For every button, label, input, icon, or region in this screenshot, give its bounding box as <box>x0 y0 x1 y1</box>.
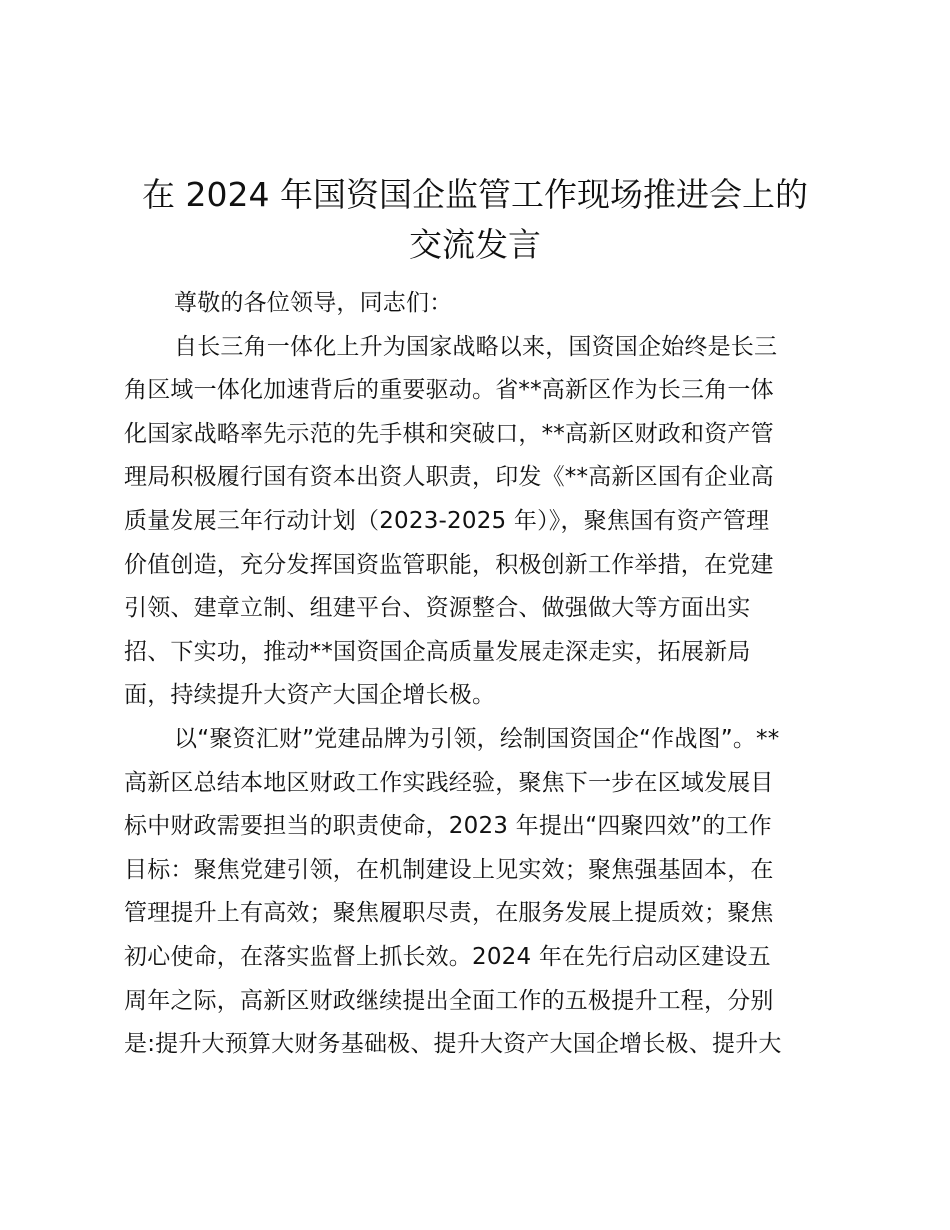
body-paragraph-2: 以“聚资汇财”党建品牌为引领，绘制国资国企“作战图”。** 高新区总结本地区财政工作实践经验，聚焦下一步在区域发展目 标中财政需要担当的职责使命，2023 年提出“四聚四效”的工作 目标：聚焦党建引领，在机制建设上见实效；聚焦强基固本，在 管理提升上有高效；聚焦履职尽责，在服务发展上提质效；聚焦 初心使命，在落实监督上抓长效。2024 年在先行启动区建设五 周年之际，高新区财政继续提出全面工作的五极提升工程，分别 是:提升大预算大财务基础极、提升大资产大国企增长极、提升大 <box>124 725 782 1058</box>
body-paragraph-1: 自长三角一体化上升为国家战略以来，国资国企始终是长三 角区域一体化加速背后的重要驱动。省**高新区作为长三角一体 化国家战略率先示范的先手棋和突破口，**高新区财政和资产管 理局积极履行国有资本出资人职责，印发《**高新区国有企业高 质量发展三年行动计划（2023-2025 年）》，聚焦国有资产管理 价值创造，充分发挥国资监管职能，积极创新工作举措，在党建 引领、建章立制、组建平台、资源整合、做强做大等方面出实 招、下实功，推动**国资国企高质量发展走深走实，拓展新局 面，持续提升大资产大国企增长极。 <box>124 333 778 709</box>
salutation-paragraph: 尊敬的各位领导，同志们： <box>174 290 453 316</box>
document-title: 在 2024 年国资国企监管工作现场推进会上的 交流发言 <box>142 175 808 264</box>
document-body <box>124 282 836 1067</box>
